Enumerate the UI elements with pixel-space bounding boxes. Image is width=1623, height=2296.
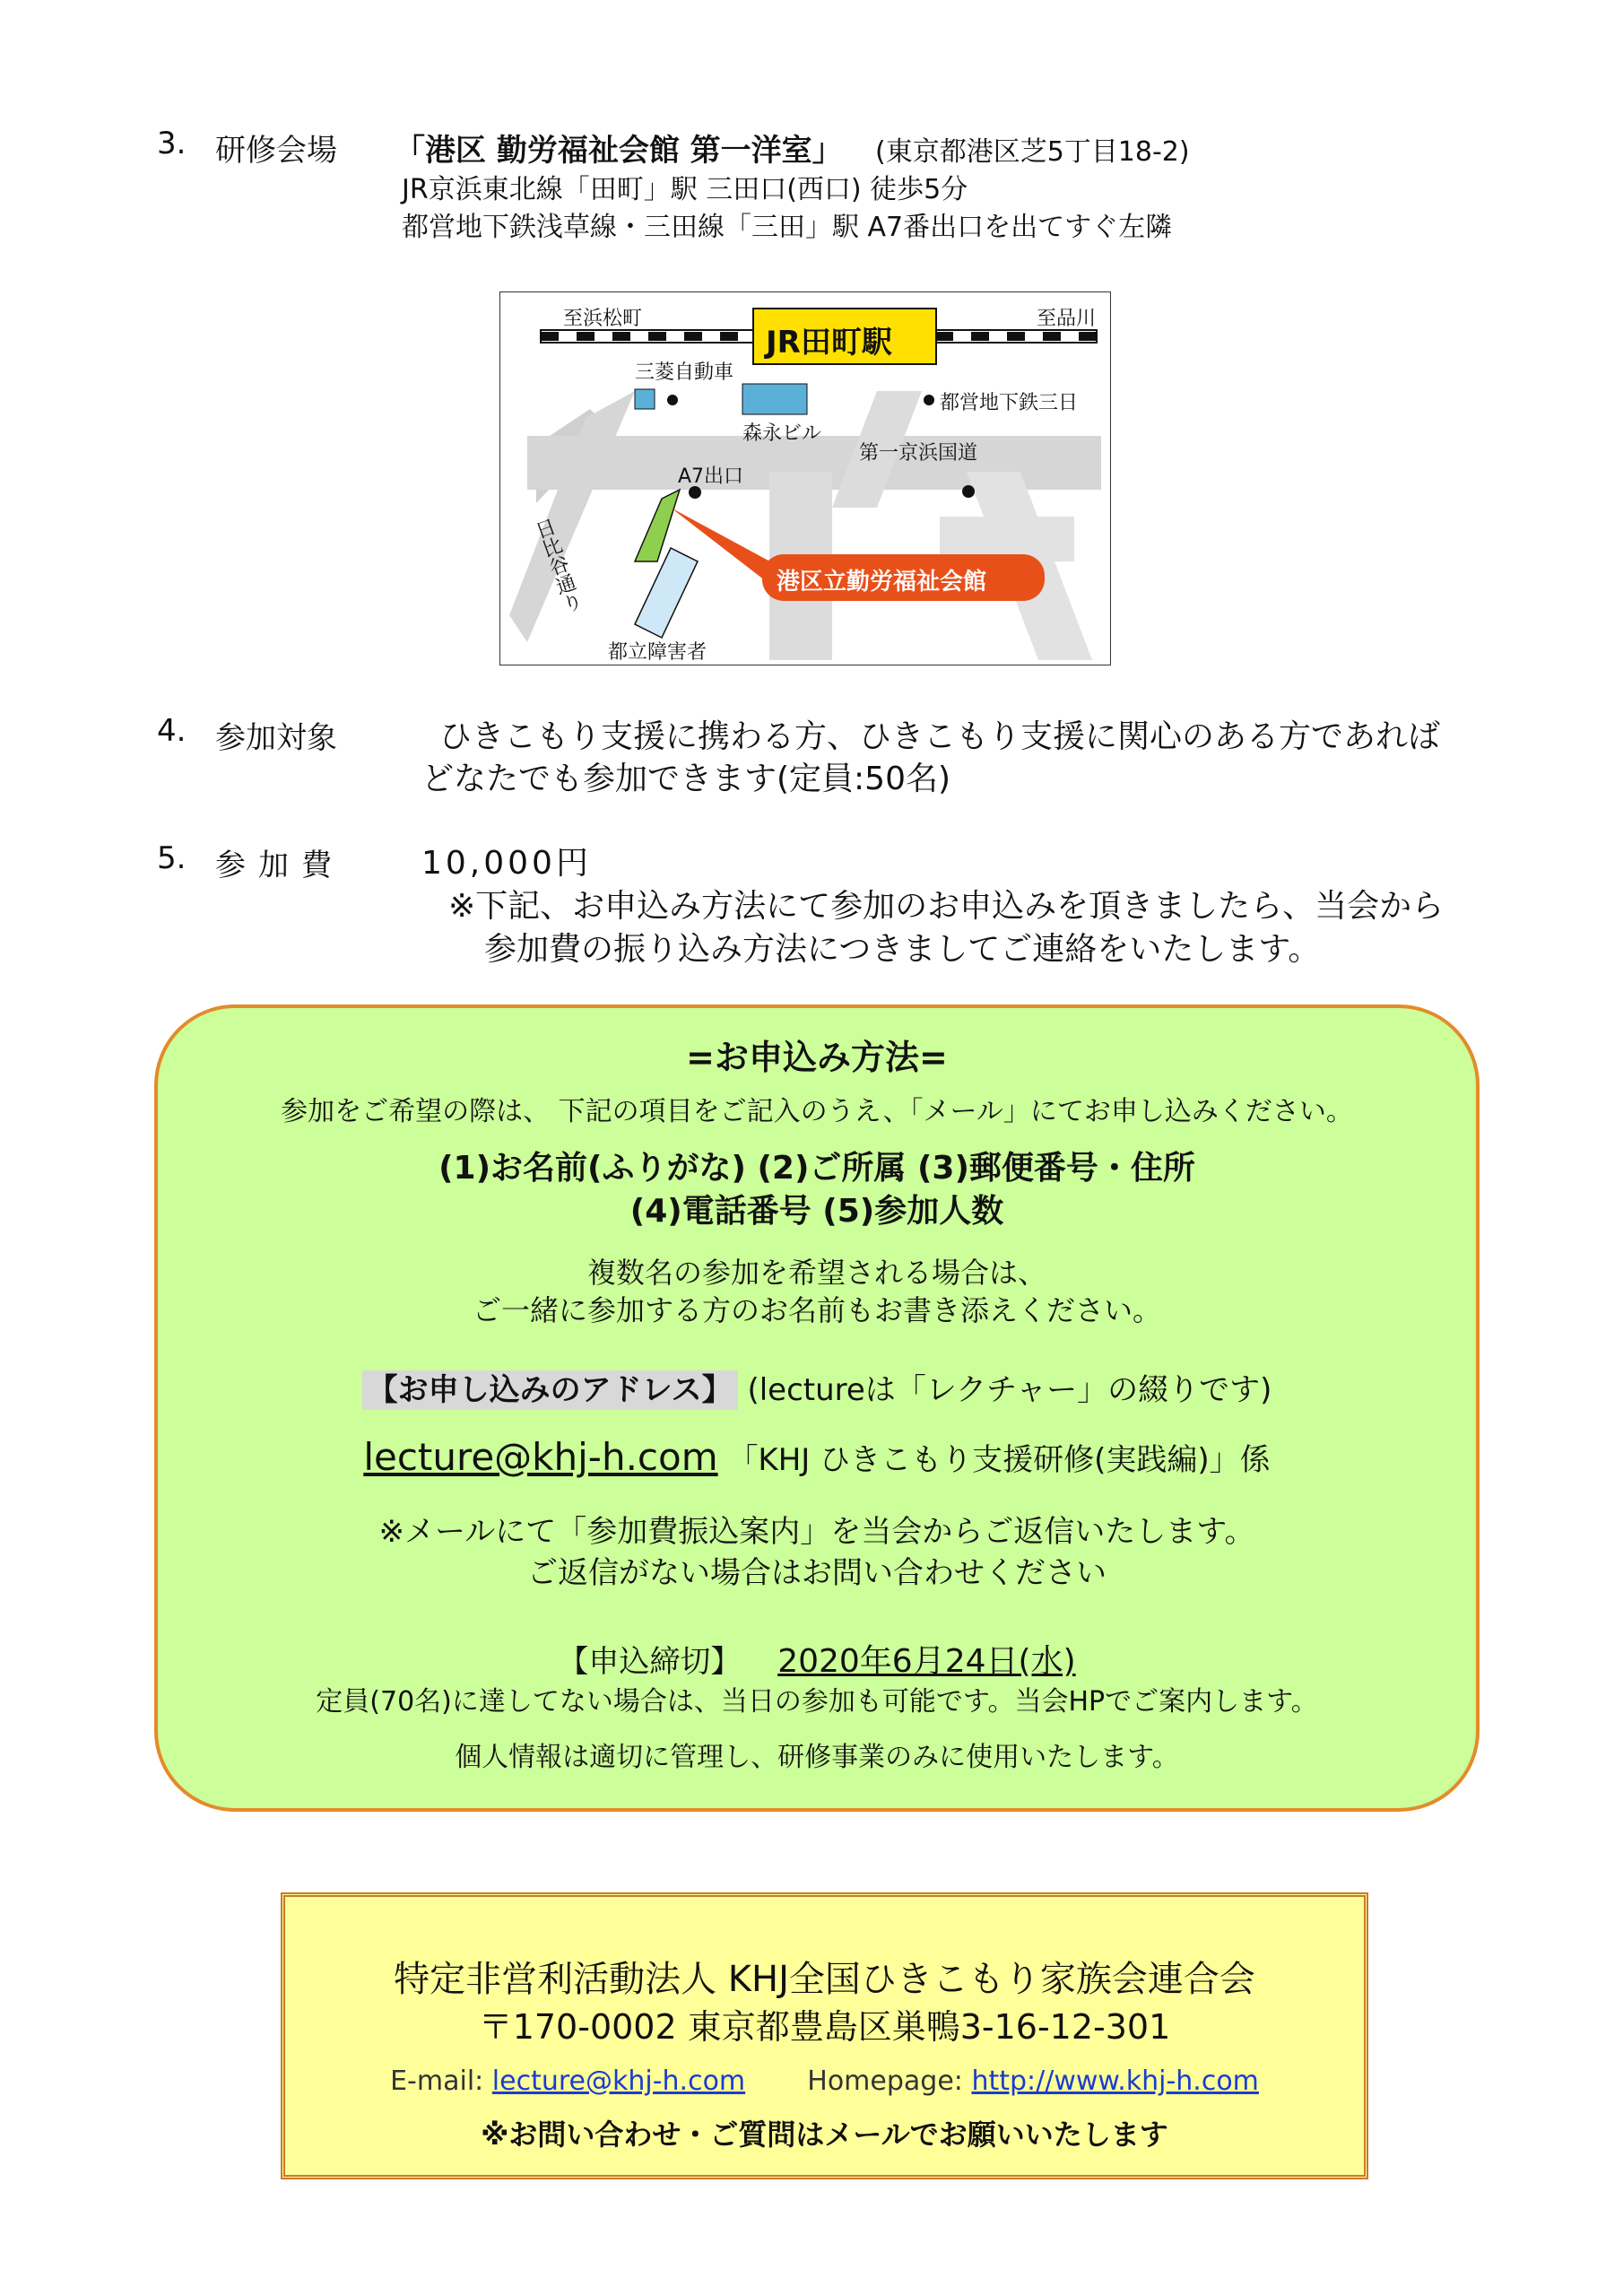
map-morinaga: 森永ビル	[742, 422, 822, 445]
inquiry-note: ※お問い合わせ・ご質問はメールでお願いいたします	[481, 2118, 1168, 2152]
privacy-note: 個人情報は適切に管理し、研修事業のみに使用いたします。	[455, 1742, 1179, 1773]
access-subway: 都営地下鉄浅草線・三田線「三田」駅 A7番出口を出てすぐ左隣	[402, 212, 1173, 243]
access-jr: JR京浜東北線「田町」駅 三田口(西口) 徒歩5分	[402, 174, 968, 205]
address-note: (lectureは「レクチャー」の綴りです)	[747, 1372, 1272, 1408]
map-hibiya-road: 日比谷通り	[529, 516, 586, 616]
application-heading: =お申込み方法=	[686, 1038, 948, 1077]
address-row	[158, 1365, 1476, 1409]
deadline-label: 【申込締切】	[558, 1644, 742, 1680]
fee-note-line2: 参加費の振り込み方法につきましてご連絡をいたします。	[484, 931, 1321, 968]
email-row	[158, 1435, 1476, 1479]
venue-map	[499, 291, 1111, 665]
map-left-direction: 至浜松町	[563, 308, 643, 330]
application-email-link[interactable]: lecture@khj-h.com	[363, 1435, 718, 1479]
homepage-link[interactable]: http://www.khj-h.com	[971, 2066, 1259, 2097]
organization-box	[281, 1892, 1368, 2179]
multi-participant-line1: 複数名の参加を希望される場合は、	[586, 1256, 1046, 1290]
org-email-link[interactable]: lecture@khj-h.com	[491, 2066, 746, 2097]
map-station-label: JR田町駅	[766, 325, 892, 361]
homepage-label: Homepage:	[807, 2066, 972, 2097]
organization-name: 特定非営利活動法人 KHJ全国ひきこもり家族会連合会	[394, 1959, 1255, 2000]
application-intro: 参加をご希望の際は、 下記の項目をご記入のうえ、「メール」にてお申し込みください。	[281, 1096, 1353, 1127]
address-label: 【お申し込みのアドレス】	[362, 1370, 738, 1410]
map-subway: 都営地下鉄三日	[940, 392, 1079, 414]
map-exit-a7: A7出口	[678, 465, 744, 488]
reply-note-line1: ※メールにて「参加費振込案内」を当会からご返信いたします。	[378, 1514, 1255, 1550]
capacity-note: 定員(70名)に達してない場合は、当日の参加も可能です。当会HPでご案内します。	[316, 1686, 1318, 1718]
reply-note-line2: ご返信がない場合はお問い合わせください	[527, 1555, 1107, 1591]
organization-address: 〒170-0002 東京都豊島区巣鴨3-16-12-301	[478, 2007, 1171, 2047]
application-box	[154, 1004, 1480, 1812]
section-3-number: 3.	[157, 126, 187, 161]
deadline-row	[158, 1636, 1476, 1682]
map-school: 都立障害者	[608, 641, 707, 664]
multi-participant-line2: ご一緒に参加する方のお名前もお書き添えください。	[472, 1293, 1161, 1327]
section-5-title: 参加費	[215, 848, 344, 883]
venue-name: 「港区 勤労福祉会館 第一洋室」	[395, 133, 843, 169]
fee-note-line1: ※下記、お申込み方法にて参加のお申込みを頂きましたら、当会から	[448, 888, 1445, 925]
target-text-line2: どなたでも参加できます(定員:50名)	[421, 761, 951, 797]
deadline-date: 2020年6月24日(水)	[777, 1643, 1076, 1680]
map-venue-callout: 港区立勤労福祉会館	[777, 569, 987, 596]
required-items-line1: (1)お名前(ふりがな) (2)ご所属 (3)郵便番号・住所	[438, 1150, 1195, 1187]
map-right-direction: 至品川	[1037, 308, 1097, 330]
fee-amount: 10,000円	[421, 845, 592, 882]
email-label: E-mail:	[390, 2066, 492, 2097]
venue-address: (東京都港区芝5丁目18-2)	[875, 136, 1190, 168]
section-4-title: 参加対象	[215, 720, 337, 756]
map-mitsubishi: 三菱自動車	[635, 361, 734, 384]
email-suffix: 「KHJ ひきこもり支援研修(実践編)」係	[727, 1442, 1271, 1478]
required-items-line2: (4)電話番号 (5)参加人数	[629, 1193, 1004, 1230]
map-keihin-road: 第一京浜国道	[859, 442, 978, 465]
section-3-title: 研修会場	[215, 133, 337, 169]
section-4-number: 4.	[157, 713, 187, 749]
section-5-number: 5.	[157, 840, 187, 876]
contact-row	[285, 2066, 1364, 2097]
target-text-line1: ひきこもり支援に携わる方、ひきこもり支援に関心のある方であれば	[439, 718, 1441, 755]
